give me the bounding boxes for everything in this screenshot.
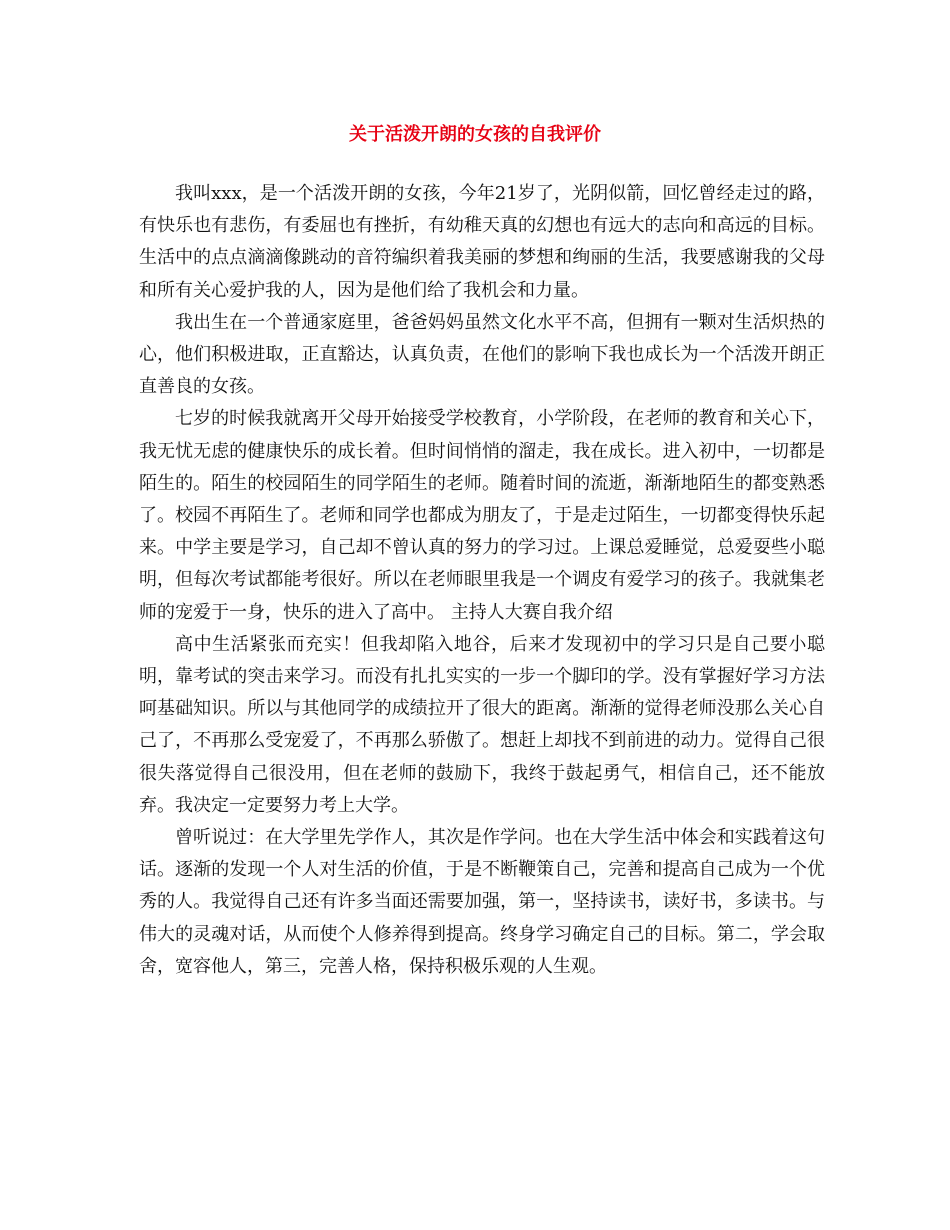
paragraph-4: 高中生活紧张而充实！但我却陷入地谷，后来才发现初中的学习只是自己要小聪明，靠考试的突击来学习。而没有扎扎实实的一步一个脚印的学。没有掌握好学习方法呵基础知识。所以与其他同学的成绩拉开了很大的距离。渐渐的觉得老师没那么关心自己了，不再那么受宠爱了，不再那么骄傲了。想赶上却找不到前进的动力。觉得自己很很失落觉得自己很没用，但在老师的鼓励下，我终于鼓起勇气，相信自己，还不能放弃。我决定一定要努力考上大学。 xyxy=(139,633,825,816)
document-title: 关于活泼开朗的女孩的自我评价 xyxy=(349,124,601,145)
paragraph-3: 七岁的时候我就离开父母开始接受学校教育，小学阶段，在老师的教育和关心下，我无忧无虑的健康快乐的成长着。但时间悄悄的溜走，我在成长。进入初中，一切都是陌生的。陌生的校园陌生的同学陌生的老师。随着时间的流逝，渐渐地陌生的都变熟悉了。校园不再陌生了。老师和同学也都成为朋友了，于是走过陌生，一切都变得快乐起来。中学主要是学习，自己却不曾认真的努力的学习过。上课总爱睡觉，总爱耍些小聪明，但每次考试都能考很好。所以在老师眼里我是一个调皮有爱学习的孩子。我就集老师的宠爱于一身，快乐的进入了高中。 主持人大赛自我介绍 xyxy=(139,408,825,623)
paragraph-2: 我出生在一个普通家庭里，爸爸妈妈虽然文化水平不高，但拥有一颗对生活炽热的心，他们积极进取，正直豁达，认真负责，在他们的影响下我也成长为一个活泼开朗正直善良的女孩。 xyxy=(139,311,825,398)
document-body xyxy=(139,178,825,983)
paragraph-5: 曾听说过：在大学里先学作人，其次是作学问。也在大学生活中体会和实践着这句话。逐渐的发现一个人对生活的价值，于是不断鞭策自己，完善和提高自己成为一个优秀的人。我觉得自己还有许多当面还需要加强，第一，坚持读书，读好书，多读书。与伟大的灵魂对话，从而使个人修养得到提高。终身学习确定自己的目标。第二，学会取舍，宽容他人，第三，完善人格，保持积极乐观的人生观。 xyxy=(139,827,825,977)
paragraph-1: 我叫xxx，是一个活泼开朗的女孩，今年21岁了，光阴似箭，回忆曾经走过的路，有快乐也有悲伤，有委屈也有挫折，有幼稚天真的幻想也有远大的志向和高远的目标。生活中的点点滴滴像跳动的音符编织着我美丽的梦想和绚丽的生活，我要感谢我的父母和所有关心爱护我的人，因为是他们给了我机会和力量。 xyxy=(139,183,825,301)
